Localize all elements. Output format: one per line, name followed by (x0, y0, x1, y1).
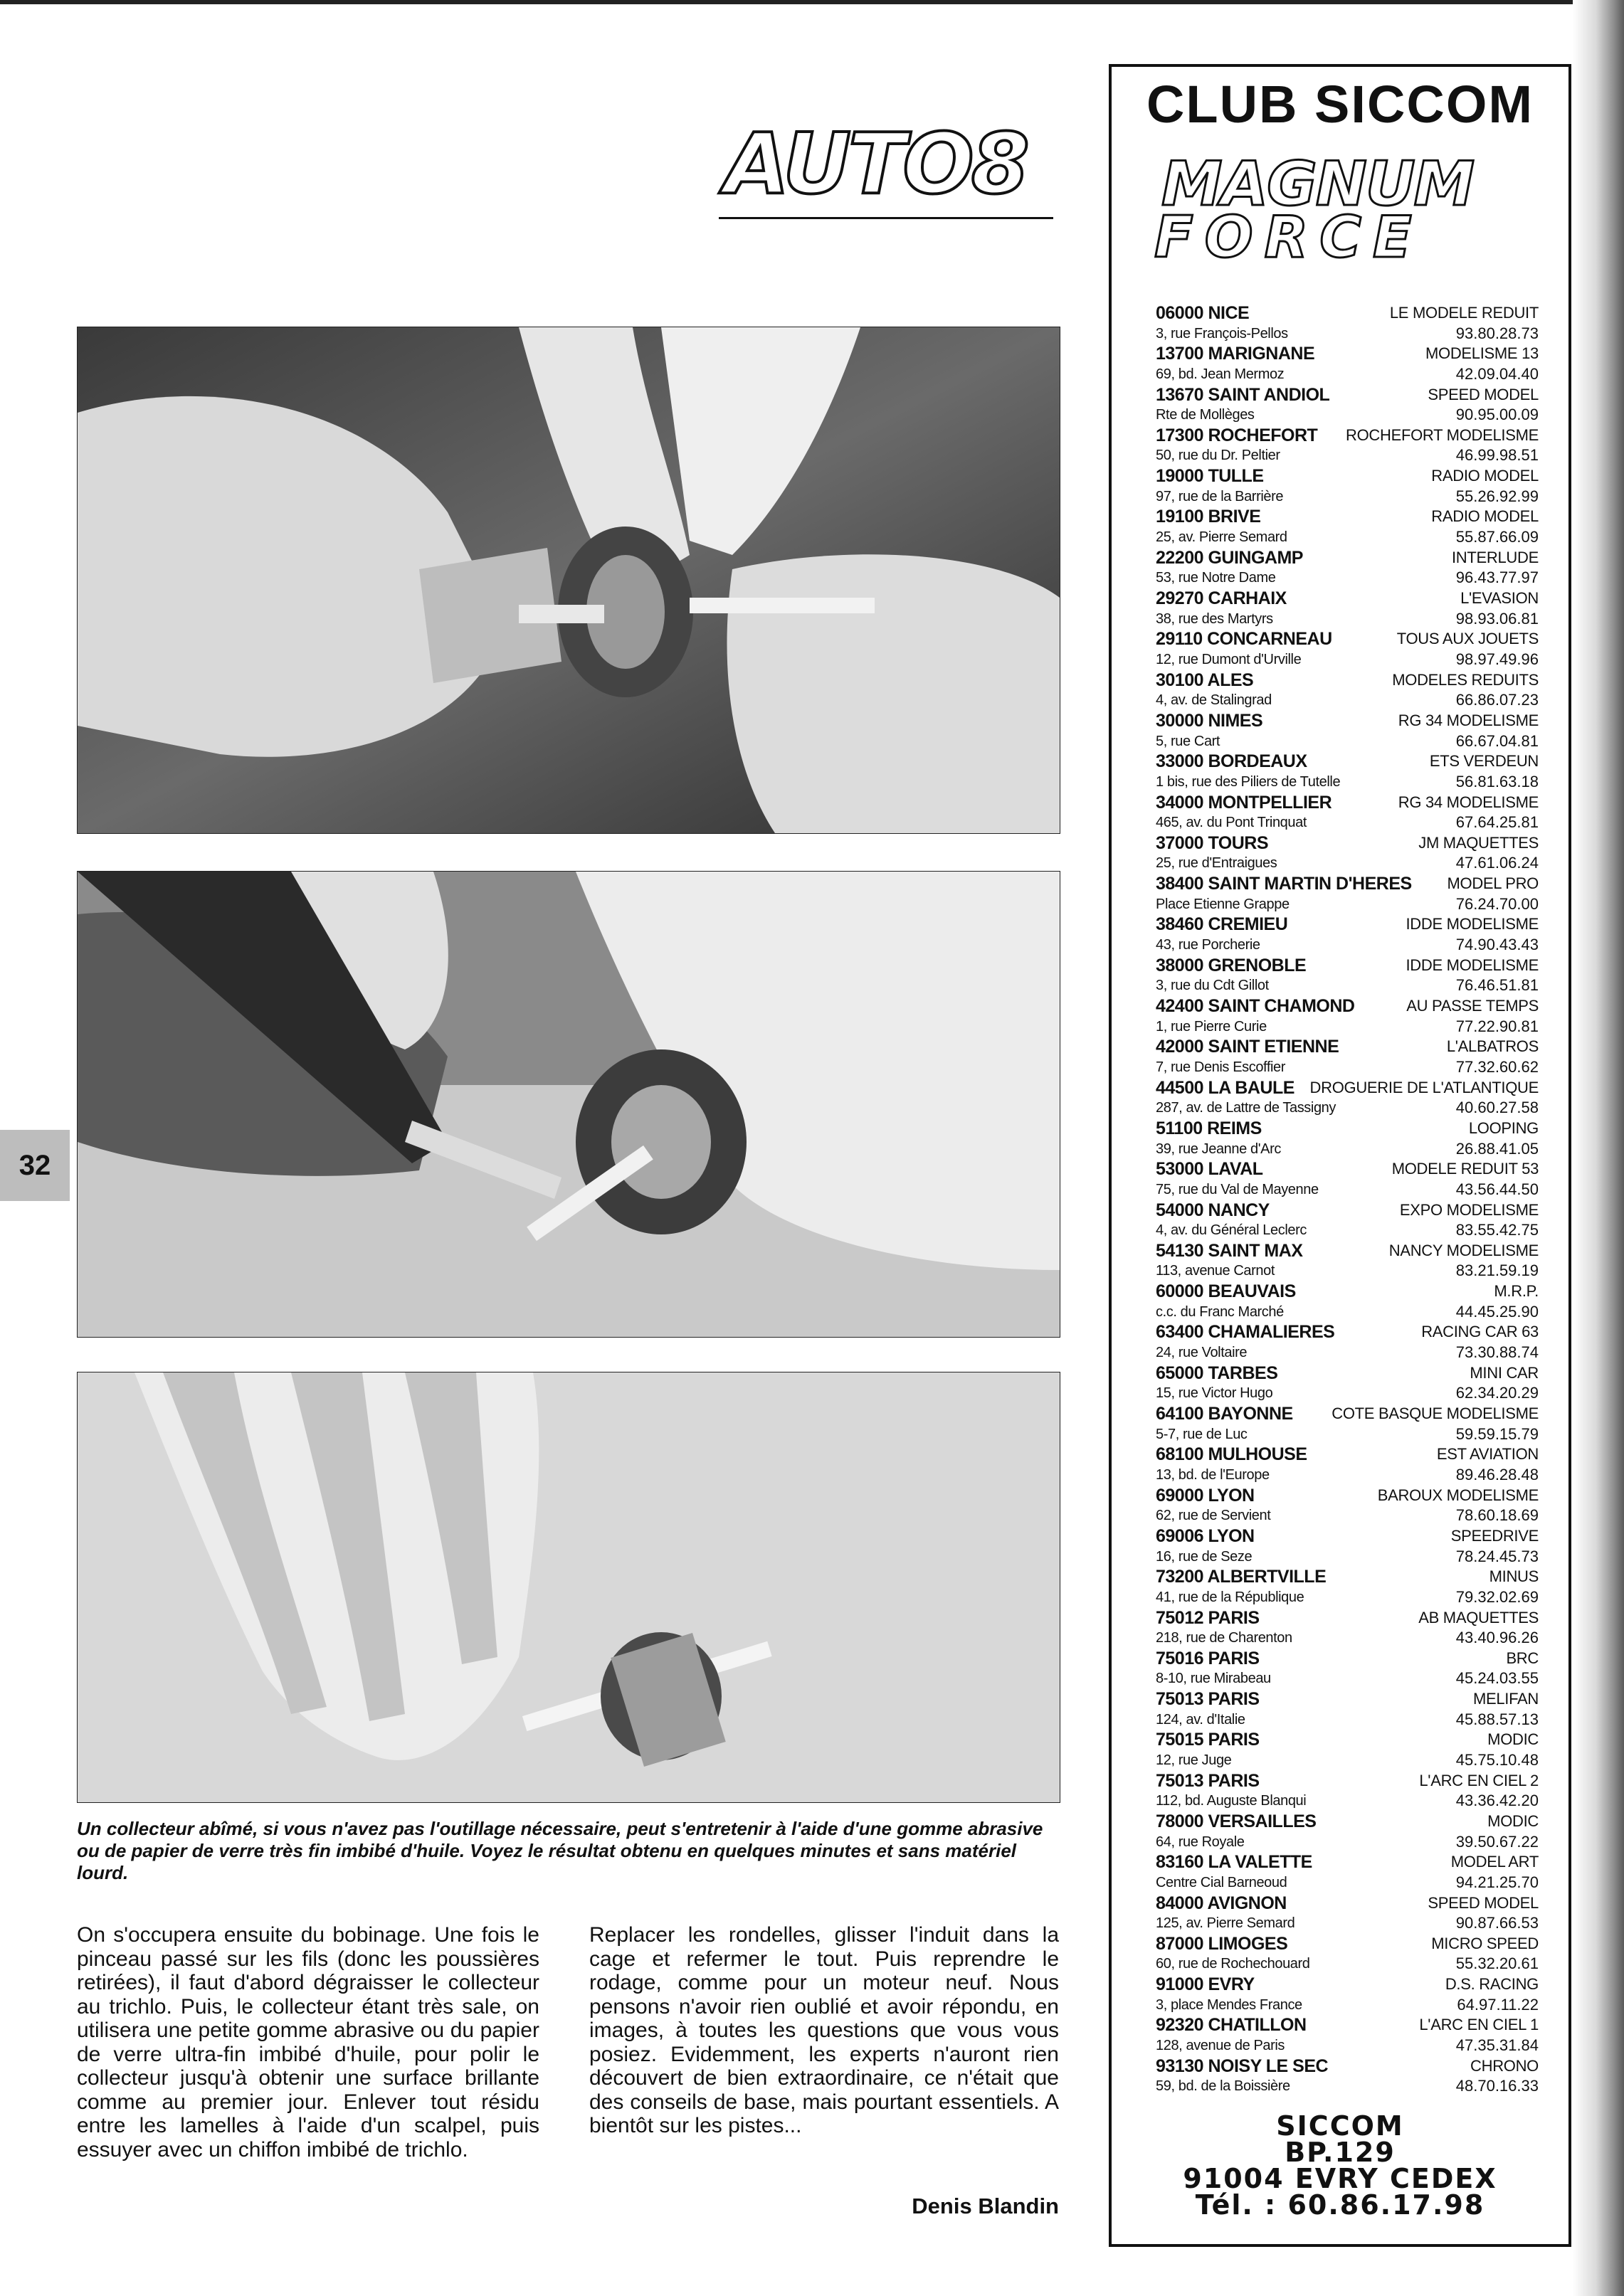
article-author: Denis Blandin (912, 2194, 1059, 2218)
dealer-phone: 79.32.02.69 (1455, 1587, 1539, 1606)
auto8-logo (719, 117, 1053, 224)
contact-box: BP.129 (1285, 2137, 1396, 2168)
dealer-address: 15, rue Victor Hugo (1156, 1385, 1273, 1402)
dealer-address: 69, bd. Jean Mermoz (1156, 366, 1285, 382)
dealer-phone: 98.97.49.96 (1455, 650, 1539, 668)
dealer-address: 465, av. du Pont Trinquat (1156, 815, 1307, 831)
dealer-entry (1156, 344, 1539, 384)
club-siccom-sidebar (1109, 64, 1571, 2247)
dealer-entry (1156, 1037, 1539, 1077)
dealer-entry (1156, 1404, 1539, 1444)
dealer-city: 75016 PARIS (1156, 1648, 1260, 1668)
dealer-address: 113, avenue Carnot (1156, 1263, 1275, 1279)
dealer-city: 42400 SAINT CHAMOND (1156, 996, 1355, 1017)
dealer-shop: SPEED MODEL (1428, 1893, 1539, 1912)
dealer-shop: MODELE REDUIT 53 (1391, 1160, 1539, 1178)
dealer-entry (1156, 1486, 1539, 1526)
dealer-address: 59, bd. de la Boissière (1156, 2078, 1290, 2095)
dealer-entry (1156, 588, 1539, 629)
dealer-city: 17300 ROCHEFORT (1156, 425, 1318, 445)
dealer-phone: 66.67.04.81 (1455, 731, 1539, 750)
dealer-entry (1156, 1567, 1539, 1607)
dealer-phone: 62.34.20.29 (1455, 1384, 1539, 1402)
dealer-address: 25, rue d'Entraigues (1156, 855, 1277, 872)
dealer-city: 30000 NIMES (1156, 710, 1263, 731)
dealer-city: 22200 GUINGAMP (1156, 547, 1303, 568)
dealer-shop: MICRO SPEED (1431, 1934, 1539, 1952)
dealer-address: 64, rue Royale (1156, 1834, 1245, 1850)
dealer-phone: 55.87.66.09 (1455, 528, 1539, 546)
photo-scalpel-cleaning (77, 871, 1060, 1338)
dealer-city: 34000 MONTPELLIER (1156, 792, 1332, 813)
dealer-city: 68100 MULHOUSE (1156, 1444, 1307, 1465)
dealer-address: 97, rue de la Barrière (1156, 488, 1284, 504)
dealer-phone: 78.60.18.69 (1455, 1506, 1539, 1525)
dealer-address: Centre Cial Barneoud (1156, 1874, 1287, 1890)
dealer-shop: ETS VERDEUN (1429, 752, 1539, 771)
siccom-contact (1112, 2110, 1568, 2221)
dealer-city: 54130 SAINT MAX (1156, 1240, 1303, 1261)
dealer-entry (1156, 629, 1539, 670)
dealer-address: 125, av. Pierre Semard (1156, 1915, 1295, 1932)
dealer-entry (1156, 1649, 1539, 1689)
dealer-address: 12, rue Dumont d'Urville (1156, 651, 1302, 667)
dealer-address: 39, rue Jeanne d'Arc (1156, 1141, 1281, 1157)
dealer-city: 64100 BAYONNE (1156, 1404, 1293, 1424)
dealer-address: 13, bd. de l'Europe (1156, 1466, 1270, 1483)
dealer-city: 83160 LA VALETTE (1156, 1852, 1312, 1873)
contact-city: 91004 EVRY CEDEX (1183, 2163, 1497, 2194)
dealer-phone: 90.95.00.09 (1455, 406, 1539, 424)
dealer-city: 38460 CREMIEU (1156, 914, 1288, 935)
dealer-address: 60, rue de Rochechouard (1156, 1956, 1310, 1972)
dealer-city: 51100 REIMS (1156, 1118, 1262, 1138)
dealer-city: 75013 PARIS (1156, 1689, 1260, 1710)
contact-name: SICCOM (1276, 2110, 1404, 2142)
dealer-address: 75, rue du Val de Mayenne (1156, 1181, 1319, 1197)
dealer-shop: L'ARC EN CIEL 2 (1419, 1771, 1539, 1789)
dealer-entry (1156, 2056, 1539, 2097)
dealer-phone: 93.80.28.73 (1455, 324, 1539, 342)
dealer-shop: MODEL PRO (1447, 874, 1539, 893)
dealer-city: 60000 BEAUVAIS (1156, 1281, 1296, 1302)
dealer-entry (1156, 1730, 1539, 1770)
dealer-entry (1156, 1159, 1539, 1200)
dealer-address: 50, rue du Dr. Peltier (1156, 448, 1280, 464)
dealer-entry (1156, 711, 1539, 751)
dealer-city: 30100 ALES (1156, 670, 1254, 690)
dealer-phone: 67.64.25.81 (1455, 813, 1539, 832)
dealer-phone: 64.97.11.22 (1457, 1995, 1539, 2014)
dealer-address: 8-10, rue Mirabeau (1156, 1671, 1271, 1687)
article-column-2: Replacer les rondelles, glisser l'induit dans la cage et refermer le tout. Puis reprendre le rodage, comme pour un moteur neuf. Nous pensons n'avoir rien oublié et avoir répondu, en images, à toutes les questions que vous vous posiez. Evidemment, les experts n'auront rien découvert de bien extraordinaire, ce n'était que des conseils de base, mais pourtant essentiels. A bientôt sur les pistes... (589, 1923, 1059, 2137)
dealer-address: 24, rue Voltaire (1156, 1345, 1248, 1361)
contact-phone: Tél. : 60.86.17.98 (1195, 2189, 1485, 2221)
dealer-entry (1156, 466, 1539, 507)
dealer-entry (1156, 507, 1539, 547)
dealer-city: 65000 TARBES (1156, 1363, 1278, 1383)
dealer-entry (1156, 1771, 1539, 1811)
dealer-phone: 47.35.31.84 (1455, 2036, 1539, 2055)
dealer-city: 13670 SAINT ANDIOL (1156, 384, 1330, 405)
dealer-address: 16, rue de Seze (1156, 1548, 1253, 1565)
dealer-phone: 59.59.15.79 (1455, 1424, 1539, 1443)
dealer-shop: RG 34 MODELISME (1398, 711, 1539, 729)
sidebar-title: CLUB SICCOM (1146, 75, 1534, 134)
dealer-phone: 26.88.41.05 (1455, 1139, 1539, 1158)
dealer-shop: TOUS AUX JOUETS (1396, 630, 1539, 648)
dealer-phone: 94.21.25.70 (1455, 1873, 1539, 1891)
photo-caption: Un collecteur abîmé, si vous n'avez pas l'outillage nécessaire, peut s'entretenir à l'aide d'une gomme abrasive ou de papier de verre très fin imbibé d'huile. Voyez le résultat obtenu en quelques minutes et sans matériel lourd. (77, 1818, 1043, 1883)
dealer-shop: BAROUX MODELISME (1377, 1486, 1539, 1504)
dealer-entry (1156, 1689, 1539, 1730)
dealer-city: 92320 CHATILLON (1156, 2015, 1307, 2036)
dealer-shop: RACING CAR 63 (1421, 1323, 1539, 1341)
dealer-shop: ROCHEFORT MODELISME (1346, 425, 1539, 444)
dealer-entry (1156, 793, 1539, 833)
dealer-shop: IDDE MODELISME (1406, 915, 1539, 933)
dealer-entry (1156, 1281, 1539, 1322)
dealer-shop: BRC (1506, 1649, 1539, 1667)
dealer-address: Rte de Mollèges (1156, 407, 1255, 423)
dealer-address: c.c. du Franc Marché (1156, 1303, 1284, 1320)
dealer-shop: D.S. RACING (1445, 1975, 1539, 1994)
dealer-city: 53000 LAVAL (1156, 1159, 1263, 1180)
dealer-phone: 45.24.03.55 (1455, 1669, 1539, 1688)
dealer-address: 38, rue des Martyrs (1156, 610, 1273, 627)
dealer-entry (1156, 1200, 1539, 1241)
dealer-phone: 98.93.06.81 (1455, 609, 1539, 628)
dealer-address: 128, avenue de Paris (1156, 2038, 1285, 2054)
dealer-city: 91000 EVRY (1156, 1974, 1255, 1995)
dealer-phone: 46.99.98.51 (1455, 446, 1539, 465)
dealer-entry (1156, 833, 1539, 874)
dealer-city: 54000 NANCY (1156, 1200, 1270, 1220)
dealer-city: 19100 BRIVE (1156, 507, 1261, 527)
dealer-phone: 73.30.88.74 (1455, 1343, 1539, 1362)
dealer-shop: COTE BASQUE MODELISME (1332, 1404, 1539, 1423)
dealer-city: 37000 TOURS (1156, 832, 1269, 853)
dealer-city: 13700 MARIGNANE (1156, 344, 1315, 364)
dealer-shop: MINUS (1489, 1567, 1539, 1586)
dealer-shop: MELIFAN (1472, 1690, 1539, 1708)
dealer-phone: 96.43.77.97 (1455, 568, 1539, 587)
dealer-city: 38000 GRENOBLE (1156, 955, 1307, 975)
dealer-entry (1156, 1811, 1539, 1852)
dealer-entry (1156, 1444, 1539, 1485)
dealer-city: 29270 CARHAIX (1156, 588, 1287, 609)
photo-abrasive-eraser (77, 327, 1060, 834)
dealer-shop: RG 34 MODELISME (1398, 793, 1539, 811)
dealer-address: 53, rue Notre Dame (1156, 570, 1276, 586)
dealer-address: 1, rue Pierre Curie (1156, 1018, 1267, 1035)
dealer-city: 78000 VERSAILLES (1156, 1811, 1317, 1831)
dealer-city: 29110 CONCARNEAU (1156, 629, 1332, 650)
dealer-phone: 48.70.16.33 (1455, 2077, 1539, 2095)
dealer-address: 3, rue François-Pellos (1156, 325, 1288, 342)
dealer-city: 87000 LIMOGES (1156, 1933, 1288, 1954)
dealer-entry (1156, 956, 1539, 996)
dealer-address: 4, av. du Général Leclerc (1156, 1222, 1307, 1239)
dealer-shop: IDDE MODELISME (1406, 956, 1539, 974)
dealer-shop: M.R.P. (1494, 1282, 1539, 1301)
dealer-city: 06000 NICE (1156, 303, 1250, 323)
dealer-entry (1156, 2015, 1539, 2056)
dealer-entry (1156, 1526, 1539, 1567)
dealer-entry (1156, 1118, 1539, 1159)
dealer-shop: RADIO MODEL (1431, 507, 1539, 526)
dealer-entry (1156, 1893, 1539, 1934)
dealer-shop: SPEED MODEL (1428, 385, 1539, 403)
dealer-address: 43, rue Porcherie (1156, 937, 1260, 953)
dealer-phone: 78.24.45.73 (1455, 1547, 1539, 1565)
dealer-shop: L'EVASION (1460, 589, 1539, 608)
dealer-phone: 55.26.92.99 (1455, 487, 1539, 505)
dealer-address: 3, rue du Cdt Gillot (1156, 978, 1269, 994)
dealer-shop: AU PASSE TEMPS (1406, 997, 1539, 1015)
dealer-address: 25, av. Pierre Semard (1156, 529, 1287, 546)
dealer-entry (1156, 1974, 1539, 2015)
dealer-phone: 76.46.51.81 (1455, 976, 1539, 995)
dealer-shop: DROGUERIE DE L'ATLANTIQUE (1309, 1078, 1539, 1096)
dealer-address: 4, av. de Stalingrad (1156, 692, 1272, 709)
dealer-address: Place Etienne Grappe (1156, 896, 1290, 912)
dealer-phone: 40.60.27.58 (1455, 1099, 1539, 1117)
dealer-shop: NANCY MODELISME (1388, 1241, 1539, 1259)
dealer-address: 1 bis, rue des Piliers de Tutelle (1156, 773, 1341, 790)
dealer-shop: INTERLUDE (1452, 548, 1539, 566)
dealer-phone: 43.40.96.26 (1455, 1629, 1539, 1647)
dealer-city: 73200 ALBERTVILLE (1156, 1567, 1327, 1587)
dealer-shop: MODELES REDUITS (1392, 670, 1539, 689)
dealer-shop: JM MAQUETTES (1418, 833, 1539, 852)
dealer-city: 44500 LA BAULE (1156, 1077, 1295, 1098)
dealer-city: 69000 LYON (1156, 1485, 1255, 1506)
dealer-city: 19000 TULLE (1156, 466, 1264, 487)
dealer-phone: 77.32.60.62 (1455, 1057, 1539, 1076)
dealer-phone: 74.90.43.43 (1455, 936, 1539, 954)
dealer-entry (1156, 385, 1539, 425)
dealer-shop: AB MAQUETTES (1418, 1608, 1539, 1626)
dealer-city: 75012 PARIS (1156, 1607, 1260, 1628)
dealer-city: 42000 SAINT ETIENNE (1156, 1037, 1339, 1057)
dealer-entry (1156, 1608, 1539, 1649)
dealer-entry (1156, 670, 1539, 711)
dealer-entry (1156, 1078, 1539, 1118)
dealer-city: 63400 CHAMALIERES (1156, 1322, 1335, 1343)
dealer-entry (1156, 1852, 1539, 1893)
dealer-shop: CHRONO (1470, 2056, 1539, 2075)
dealer-phone: 45.75.10.48 (1455, 1750, 1539, 1769)
page-number-tab: 32 (0, 1130, 70, 1201)
dealer-address: 124, av. d'Italie (1156, 1711, 1245, 1728)
dealer-phone: 42.09.04.40 (1455, 364, 1539, 383)
dealer-entry (1156, 874, 1539, 914)
dealer-entry (1156, 1322, 1539, 1363)
dealer-city: 75015 PARIS (1156, 1730, 1260, 1750)
dealer-shop: EST AVIATION (1436, 1445, 1539, 1464)
top-edge-line (0, 0, 1624, 4)
dealer-phone: 83.55.42.75 (1455, 1221, 1539, 1239)
dealer-shop: MODIC (1487, 1730, 1539, 1749)
dealer-phone: 90.87.66.53 (1455, 1914, 1539, 1932)
dealer-phone: 47.61.06.24 (1455, 854, 1539, 872)
dealer-city: 84000 AVIGNON (1156, 1893, 1287, 1913)
dealer-entry (1156, 996, 1539, 1037)
page-fold-shadow (1573, 0, 1624, 2296)
dealer-phone: 55.32.20.61 (1455, 1954, 1539, 1973)
dealer-entry (1156, 548, 1539, 588)
dealer-phone: 44.45.25.90 (1455, 1302, 1539, 1321)
dealer-phone: 45.88.57.13 (1455, 1710, 1539, 1728)
dealer-address: 3, place Mendes France (1156, 1996, 1302, 2013)
dealer-shop: L'ARC EN CIEL 1 (1419, 2016, 1539, 2034)
dealer-address: 41, rue de la République (1156, 1589, 1304, 1605)
article-column-1: On s'occupera ensuite du bobinage. Une fois le pinceau passé sur les fils (donc les poussières retirées), il faut d'abord dégraisser le collecteur au trichlo. Puis, le collecteur étant très sale, on utilisera une petite gomme abrasive ou du papier de verre ultra-fin imbibé d'huile, pour polir le collecteur jusqu'à obtenir une surface brillante comme au premier jour. Enlever tout résidu entre les lamelles à l'aide d'un scalpel, puis essuyer avec un chiffon imbibé de trichlo. (77, 1923, 539, 2162)
dealer-entry (1156, 303, 1539, 344)
dealer-shop: EXPO MODELISME (1399, 1200, 1539, 1219)
dealer-entry (1156, 914, 1539, 955)
dealer-phone: 83.21.59.19 (1455, 1261, 1539, 1280)
dealer-address: 12, rue Juge (1156, 1752, 1232, 1768)
dealer-shop: MODIC (1487, 1811, 1539, 1830)
dealer-address: 112, bd. Auguste Blanqui (1156, 1793, 1307, 1809)
dealer-city: 33000 BORDEAUX (1156, 751, 1307, 772)
dealer-entry (1156, 1241, 1539, 1281)
logo-text: AUTO8 (724, 115, 1027, 213)
magnum-logo-text: MAGNUM (1161, 149, 1474, 220)
dealer-address: 218, rue de Charenton (1156, 1630, 1292, 1646)
logo-underline (719, 217, 1053, 219)
dealer-entry (1156, 425, 1539, 466)
dealer-shop: MODEL ART (1450, 1853, 1539, 1871)
dealer-shop: RADIO MODEL (1431, 467, 1539, 485)
dealer-address: 5-7, rue de Luc (1156, 1426, 1248, 1442)
dealer-shop: MINI CAR (1470, 1363, 1539, 1382)
dealer-entry (1156, 1363, 1539, 1404)
dealer-phone: 89.46.28.48 (1455, 1465, 1539, 1483)
dealer-city: 69006 LYON (1156, 1525, 1255, 1546)
dealer-shop: L'ALBATROS (1446, 1037, 1539, 1056)
dealer-phone: 39.50.67.22 (1455, 1832, 1539, 1851)
dealer-phone: 66.86.07.23 (1455, 691, 1539, 709)
dealer-city: 93130 NOISY LE SEC (1156, 2056, 1329, 2076)
dealer-address: 5, rue Cart (1156, 733, 1220, 749)
dealer-phone: 77.22.90.81 (1455, 1017, 1539, 1035)
dealer-city: 75013 PARIS (1156, 1770, 1260, 1791)
dealer-phone: 43.36.42.20 (1455, 1792, 1539, 1810)
dealer-shop: LE MODELE REDUIT (1389, 304, 1539, 322)
dealer-shop: SPEEDRIVE (1450, 1526, 1539, 1545)
dealer-address: 7, rue Denis Escoffier (1156, 1059, 1286, 1075)
dealer-shop: LOOPING (1468, 1118, 1539, 1137)
dealer-entry (1156, 751, 1539, 792)
dealer-phone: 56.81.63.18 (1455, 772, 1539, 790)
dealer-list (1156, 303, 1539, 2097)
dealer-address: 287, av. de Lattre de Tassigny (1156, 1100, 1336, 1116)
dealer-phone: 76.24.70.00 (1455, 894, 1539, 913)
photo-cleaned-rotor (77, 1372, 1060, 1803)
dealer-phone: 43.56.44.50 (1455, 1180, 1539, 1198)
dealer-entry (1156, 1934, 1539, 1974)
dealer-address: 62, rue de Servient (1156, 1508, 1271, 1524)
dealer-city: 38400 SAINT MARTIN D'HERES (1156, 874, 1412, 894)
dealer-shop: MODELISME 13 (1425, 344, 1539, 363)
force-logo-text: FORCE (1154, 204, 1423, 270)
